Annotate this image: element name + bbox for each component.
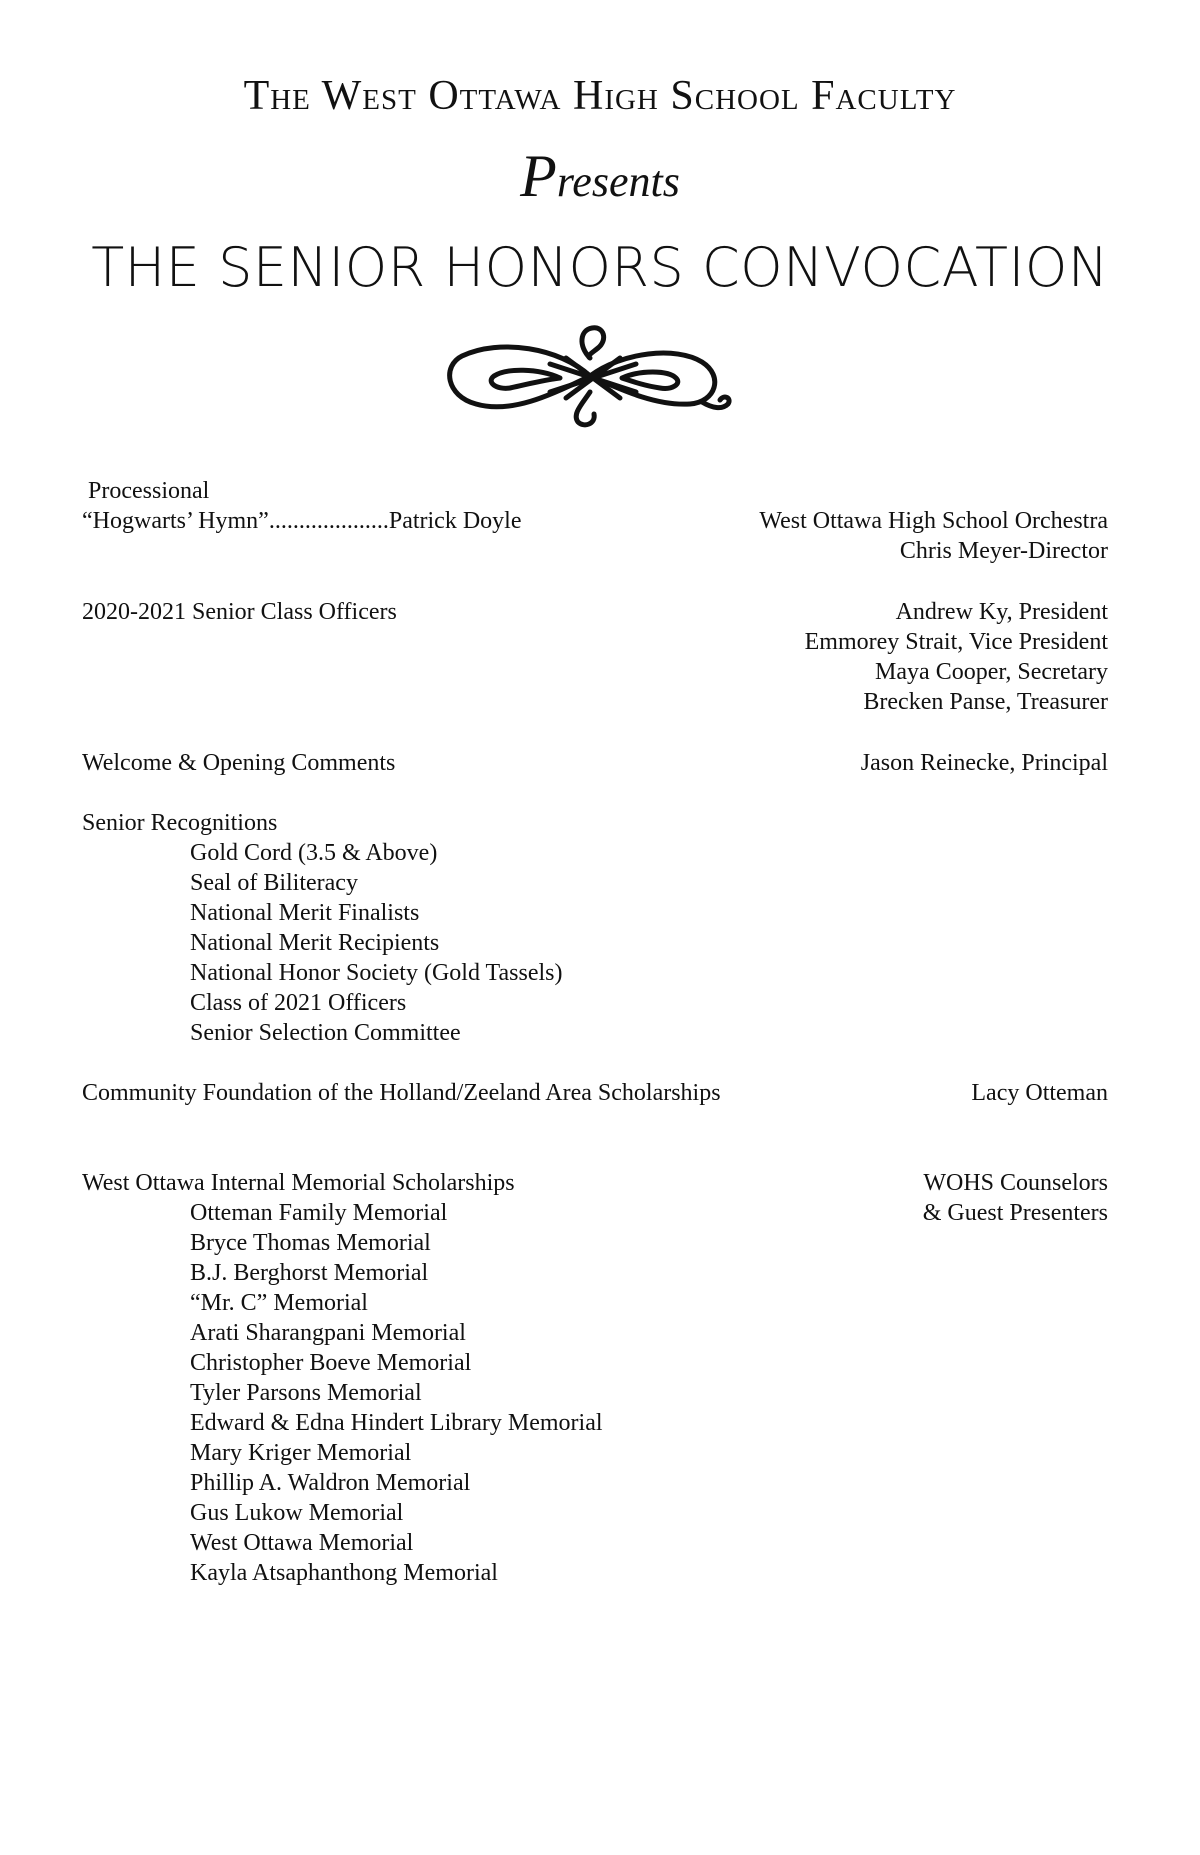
recognition-item: National Merit Finalists [190, 900, 420, 926]
internal-memorials-label: West Ottawa Internal Memorial Scholarships [82, 1170, 515, 1196]
flourish-ornament-icon [440, 318, 740, 430]
recognition-item: Class of 2021 Officers [190, 990, 407, 1016]
memorial-item: Arati Sharangpani Memorial [190, 1320, 466, 1346]
senior-recognitions-label: Senior Recognitions [82, 810, 278, 836]
community-foundation-label: Community Foundation of the Holland/Zeeland Area Scholarships [82, 1080, 721, 1106]
recognition-item: Gold Cord (3.5 & Above) [190, 840, 438, 866]
memorial-item: Mary Kriger Memorial [190, 1440, 412, 1466]
memorial-item: “Mr. C” Memorial [190, 1290, 368, 1316]
memorial-item: West Ottawa Memorial [190, 1530, 414, 1556]
officer-name: Maya Cooper, Secretary [875, 659, 1108, 685]
page-title: THE SENIOR HONORS CONVOCATION [91, 236, 1109, 299]
recognition-item: National Merit Recipients [190, 930, 440, 956]
processional-performer: West Ottawa High School Orchestra [759, 508, 1108, 534]
memorial-item: Edward & Edna Hindert Library Memorial [190, 1410, 603, 1436]
officer-name: Emmorey Strait, Vice President [804, 629, 1108, 655]
officer-name: Andrew Ky, President [895, 599, 1108, 625]
memorial-item: Phillip A. Waldron Memorial [190, 1470, 471, 1496]
presents-heading [0, 142, 1200, 211]
officer-name: Brecken Panse, Treasurer [863, 689, 1108, 715]
faculty-heading: The West Ottawa High School Faculty [243, 73, 957, 119]
memorial-item: Bryce Thomas Memorial [190, 1230, 431, 1256]
dot-leader: .................... [268, 508, 389, 534]
processional-director: Chris Meyer-Director [899, 538, 1108, 564]
welcome-label: Welcome & Opening Comments [82, 750, 396, 776]
recognition-item: Senior Selection Committee [190, 1020, 461, 1046]
memorials-presenter: WOHS Counselors [923, 1170, 1108, 1196]
memorial-item: Kayla Atsaphanthong Memorial [190, 1560, 498, 1586]
memorial-item: Gus Lukow Memorial [190, 1500, 404, 1526]
memorial-item: Tyler Parsons Memorial [190, 1380, 422, 1406]
class-officers-label: 2020-2021 Senior Class Officers [82, 599, 397, 625]
memorial-item: Christopher Boeve Memorial [190, 1350, 472, 1376]
memorial-item: Otteman Family Memorial [190, 1200, 448, 1226]
memorials-presenter: & Guest Presenters [922, 1200, 1108, 1226]
community-foundation-presenter: Lacy Otteman [971, 1080, 1108, 1106]
processional-piece: “Hogwarts’ Hymn” [82, 508, 269, 534]
recognition-item: Seal of Biliteracy [190, 870, 358, 896]
recognition-item: National Honor Society (Gold Tassels) [190, 960, 563, 986]
processional-heading: Processional [88, 478, 210, 504]
presents-initial: P [520, 143, 557, 209]
memorial-item: B.J. Berghorst Memorial [190, 1260, 429, 1286]
presents-rest: resents [556, 157, 680, 206]
processional-piece-line [82, 506, 521, 536]
welcome-presenter: Jason Reinecke, Principal [860, 750, 1108, 776]
processional-composer: Patrick Doyle [388, 508, 522, 534]
